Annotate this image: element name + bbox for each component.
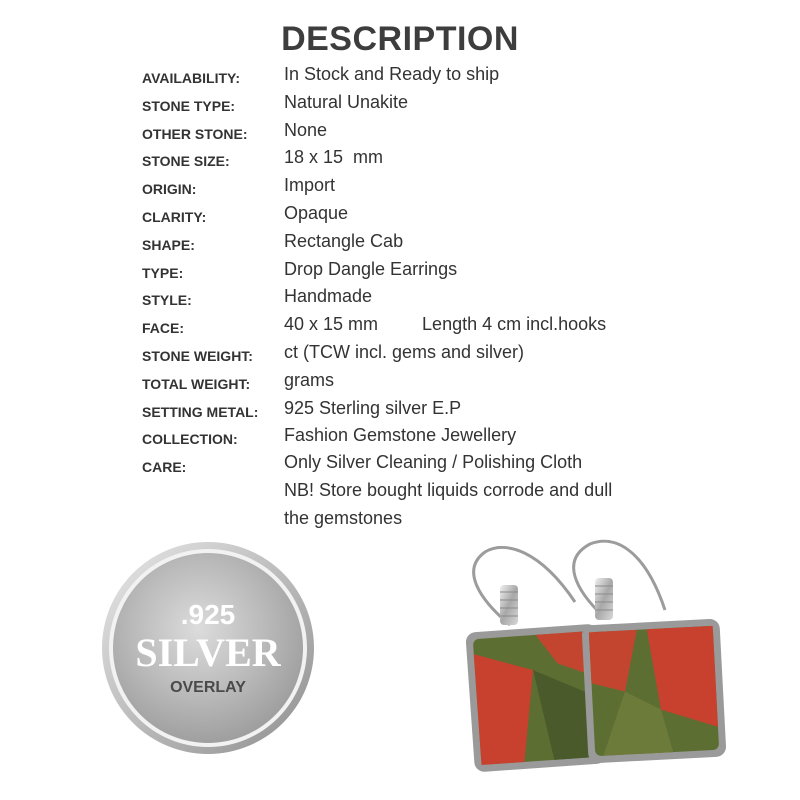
spec-label: SHAPE: [142,236,195,253]
spec-label: STONE TYPE: [142,97,236,114]
spec-value-group [284,314,606,335]
spec-label: CLARITY: [142,208,207,225]
spec-row-style [142,286,742,314]
spec-label: AVAILABILITY: [142,70,240,86]
spec-row-setting-metal [142,398,742,426]
spec-label: OTHER STONE: [142,125,248,142]
care-line: the gemstones [284,507,403,528]
spec-value: 925 Sterling silver E.P [284,397,462,418]
care-text [284,449,612,532]
spec-row-face [142,314,742,342]
spec-value: ct (TCW incl. gems and silver) [284,341,525,362]
earrings-image [440,530,740,780]
spec-label: COLLECTION: [142,431,238,448]
spec-value: None [284,119,328,140]
spec-row-total-weight [142,370,742,398]
right-earring [574,541,727,763]
spec-value: In Stock and Ready to ship [284,64,500,84]
badge-silver: SILVER [135,630,281,675]
spec-row-type [142,259,742,287]
care-line: Only Silver Cleaning / Polishing Cloth [284,452,583,473]
silver-overlay-badge [100,540,320,760]
spec-value: Rectangle Cab [284,230,404,251]
spec-row-availability [142,64,742,92]
spec-row-clarity [142,203,742,231]
spec-row-shape [142,231,742,259]
badge-overlay: OVERLAY [170,679,246,696]
spec-value: grams [284,369,335,390]
spec-value: Handmade [284,286,373,307]
spec-row-other-stone [142,120,742,148]
spec-value: 18 x 15 mm [284,147,384,168]
badge-925: .925 [180,599,236,630]
care-line: NB! Store bought liquids corrode and dull [284,479,613,500]
spec-row-stone-weight [142,342,742,370]
spec-label: SETTING METAL: [142,403,259,420]
spec-value: Fashion Gemstone Jewellery [284,425,517,446]
spec-label: STONE WEIGHT: [142,347,253,364]
spec-value: Import [284,175,336,196]
spec-label: TYPE: [142,264,184,281]
page-title: DESCRIPTION [281,20,519,58]
spec-label: STONE SIZE: [142,153,230,170]
spec-label: ORIGIN: [142,181,197,198]
spec-list [142,64,742,528]
spec-row-stone-type [142,92,742,120]
spec-row-stone-size [142,147,742,175]
spec-value: Opaque [284,202,349,223]
spec-value: Natural Unakite [284,91,409,112]
spec-label: STYLE: [142,292,192,309]
spec-value-extra: Length 4 cm incl.hooks [422,314,607,335]
spec-label: TOTAL WEIGHT: [142,375,251,392]
spec-value: Drop Dangle Earrings [284,258,458,279]
spec-row-origin [142,175,742,203]
spec-value: 40 x 15 mm [284,314,379,335]
spec-row-care [142,452,742,528]
spec-label: CARE: [142,459,187,476]
spec-label: FACE: [142,320,184,337]
